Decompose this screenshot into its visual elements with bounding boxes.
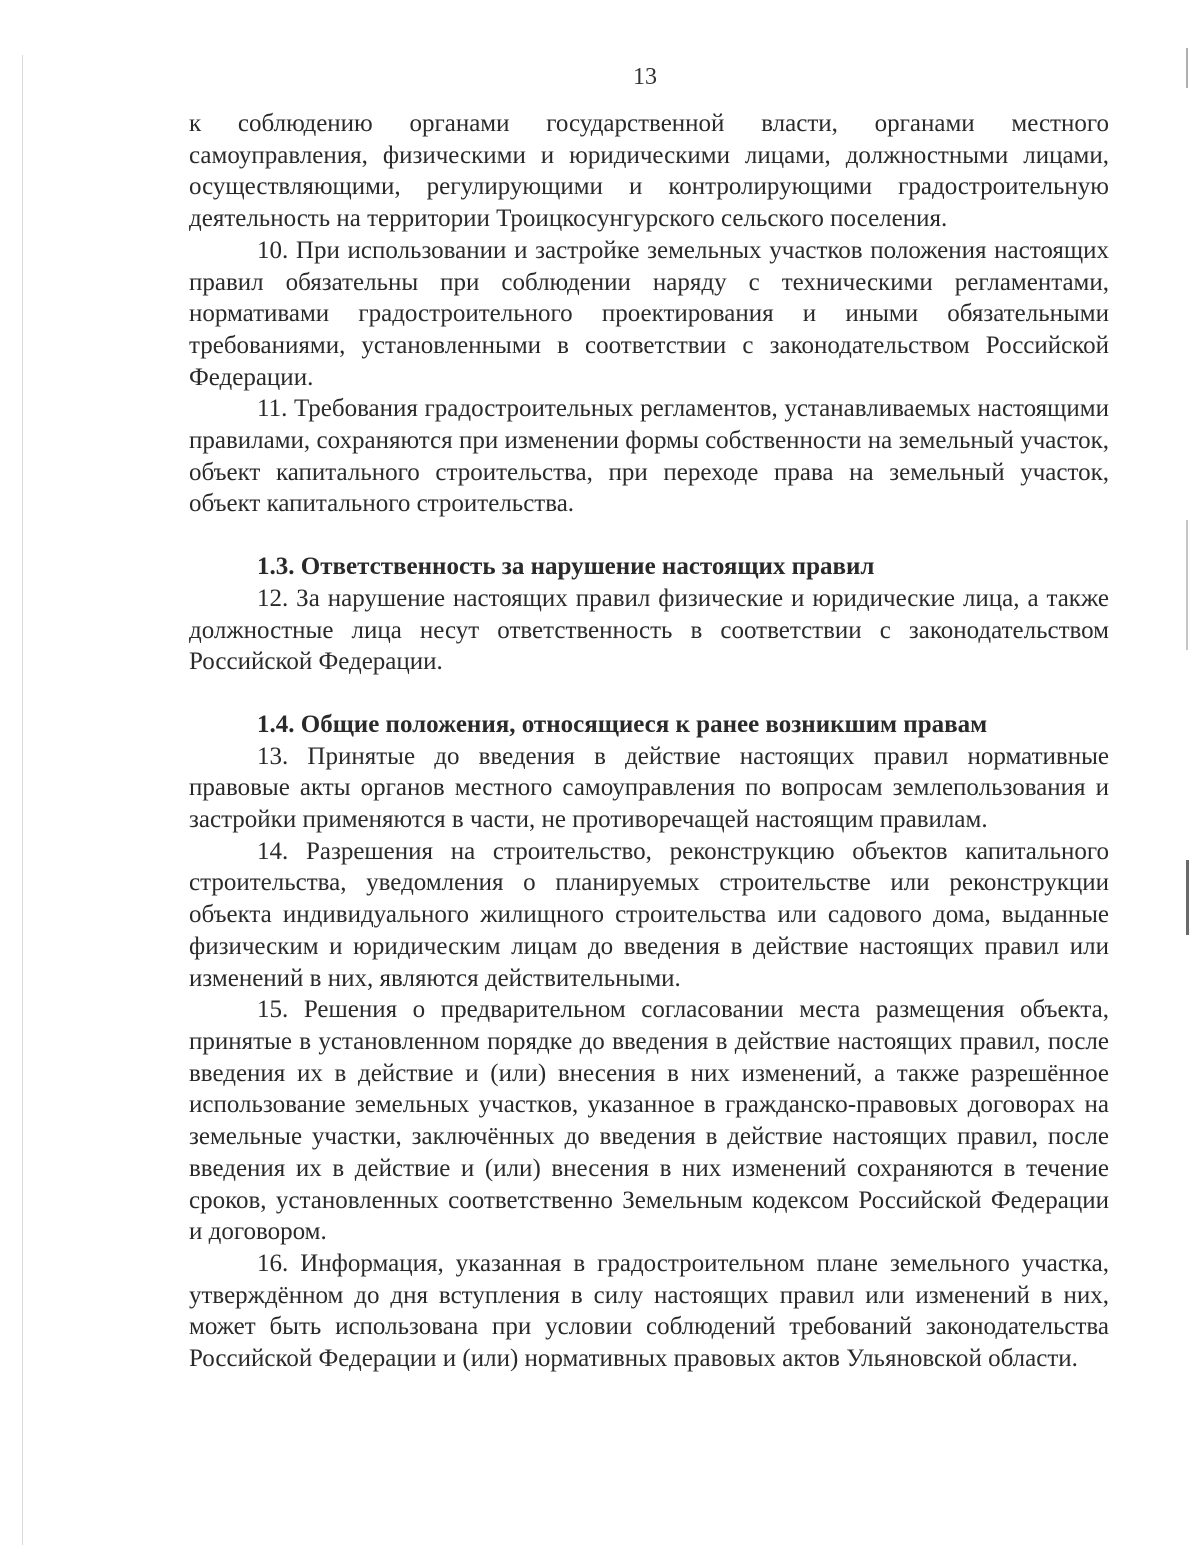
paragraph-13: 13. Принятые до введения в действие настоящих правил нормативные правовые акты органов местного самоуправления по вопросам землепользования и застройки применяются в части, не противоречащей настоящим правилам.	[189, 742, 1109, 834]
paragraph-10: 10. При использовании и застройке земельных участков положения настоящих правил обязательны при соблюдении наряду с техническими регламентами, нормативами градостроительного проектирования и иными обязательными требованиями, установленными в соответствии с законодательством Российской Федерации.	[189, 236, 1109, 391]
paragraph-15: 15. Решения о предварительном согласовании места размещения объекта, принятые в установленном порядке до введения в действие настоящих правил, после введения их в действие и (или) внесения в них изменений, а также разрешённое использование земельных участков, указанное в гражданско-правовых договорах на земельные участки, заключённых до введения в действие настоящих правил, после введения их в действие и (или) внесения в них изменений сохраняются в течение сроков, установленных соответственно Земельным кодексом Российской Федерации и договором.	[189, 996, 1109, 1246]
paragraph-11: 11. Требования градостроительных регламентов, устанавливаемых настоящими правилами, сохраняются при изменении формы собственности на земельный участок, объект капитального строительства, при переходе права на земельный участок, объект капитального строительства.	[189, 395, 1109, 518]
section-gap	[189, 678, 1109, 709]
section-gap	[189, 520, 1109, 551]
page-number: 13	[633, 64, 657, 90]
paragraph-12: 12. За нарушение настоящих правил физические и юридические лица, а также должностные лица несут ответственность в соответствии с законодательством Российской Федерации.	[189, 584, 1109, 676]
paragraph-14: 14. Разрешения на строительство, реконструкцию объектов капитального строительства, уведомления о планируемых строительстве или реконструкции объекта индивидуального жилищного строительства или садового дома, выданные физическим и юридическим лицам до введения в действие настоящих правил или изменений в них, являются действительными.	[189, 837, 1109, 992]
scan-right-edge-mark	[1186, 520, 1188, 650]
scan-left-edge	[22, 55, 23, 1545]
section-heading-1-4: 1.4. Общие положения, относящиеся к ранее возникшим правам	[257, 710, 988, 738]
section-heading-1-3: 1.3. Ответственность за нарушение настоящих правил	[257, 553, 875, 581]
scan-right-edge-mark	[1186, 860, 1189, 935]
paragraph-16: 16. Информация, указанная в градостроительном плане земельного участка, утверждённом до дня вступления в силу настоящих правил или изменений в них, может быть использована при условии соблюдений требований законодательства Российской Федерации и (или) нормативных правовых актов Ульяновской области.	[189, 1249, 1109, 1373]
paragraph-continuation: к соблюдению органами государственной власти, органами местного самоуправления, физическими и юридическими лицами, должностными лицами, осуществляющими, регулирующими и контролирующими градостроительную деятельность на территории Троицкосунгурского сельского поселения.	[189, 110, 1109, 233]
document-body	[189, 108, 1109, 1375]
